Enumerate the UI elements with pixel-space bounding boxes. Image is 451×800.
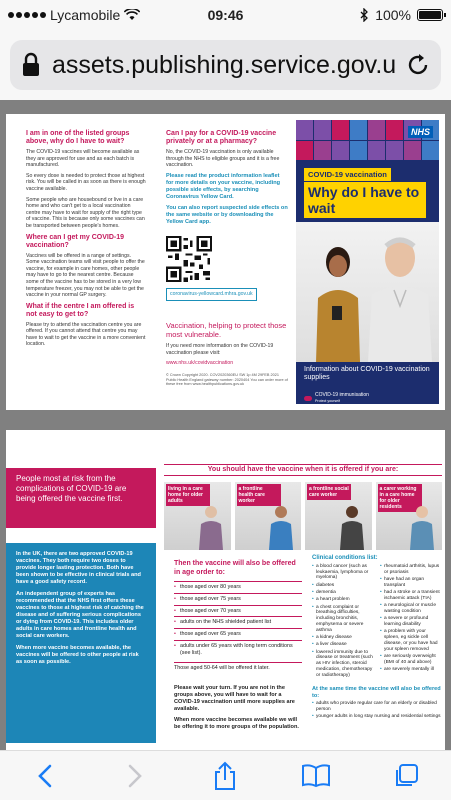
immunisation-logo bbox=[304, 392, 369, 404]
list-item: • had a stroke or a transient ischaemic attack (TIA) bbox=[380, 590, 442, 602]
page2-right-panel bbox=[164, 430, 442, 750]
share-button[interactable] bbox=[208, 759, 242, 793]
immunisation-icon bbox=[304, 396, 312, 401]
list-item: • diabetes bbox=[312, 583, 374, 589]
url-text[interactable]: assets.publishing.service.gov.u bbox=[52, 50, 397, 79]
lock-icon bbox=[20, 52, 42, 78]
list-item: • have had an organ transplant bbox=[380, 577, 442, 589]
clinical-columns bbox=[312, 564, 442, 680]
document-viewer[interactable] bbox=[0, 100, 451, 750]
book-icon bbox=[301, 764, 331, 788]
battery-percent: 100% bbox=[375, 7, 411, 23]
nhs-logo: NHS bbox=[408, 126, 433, 138]
list-item: • a problem with your spleen, eg sickle cell disease, or you have had your spleen removed bbox=[380, 629, 442, 652]
list-item: • a kidney disease bbox=[312, 635, 374, 641]
bookmarks-button[interactable] bbox=[299, 759, 333, 793]
age-order-section bbox=[174, 560, 302, 731]
cover-subtitle: COVID-19 vaccination bbox=[304, 168, 391, 181]
list-item: • a severe or profound learning disability bbox=[380, 616, 442, 628]
list-item: • are severely mentally ill bbox=[380, 667, 442, 673]
page1-column-1 bbox=[26, 126, 146, 352]
list-item: • a blood cancer (such as leukaemia, lymphoma or myeloma) bbox=[312, 564, 374, 581]
list-item: • a heart problem bbox=[312, 597, 374, 603]
man-figure bbox=[364, 230, 434, 362]
chevron-right-icon bbox=[128, 764, 142, 788]
clinical-conditions bbox=[312, 556, 442, 722]
paragraph: Vaccines will be offered in a range of settings. Some vaccination teams will visit people to offer the vaccine, for example in care homes, other people may have to go to the nearest centre. Because some of the vaccine has to be stored in a very low temperature freezer, you may not be able to get the vaccine in your normal GP surgery. bbox=[26, 252, 145, 299]
list-item: • adults who provide regular care for an elderly or disabled person bbox=[312, 701, 442, 713]
page2-left-panel bbox=[6, 430, 156, 750]
cover-info: Information about COVID-19 vaccination supplies bbox=[304, 366, 430, 381]
cover-title: Why do I have to wait bbox=[304, 182, 426, 218]
leaflet-page-2 bbox=[6, 430, 445, 750]
paragraph: In the UK, there are two approved COVID-19 vaccines. They both require two doses to provide longer lasting protection. Both have been shown to be effective in clinical trials and have a good safety record. bbox=[16, 551, 141, 585]
protect-tagline: Vaccination, helping to protect those most vulnerable. bbox=[166, 320, 287, 339]
copyright: © Crown Copyright 2020. COV2020360EU SW 1p 4M 29FEB 2021 Public Health England gateway number: 2020404 You can order more of these free from www.healthpublications.gov.uk bbox=[166, 372, 288, 387]
tile-label: a frontline social care worker bbox=[307, 484, 351, 500]
list-item: • those aged over 75 years bbox=[174, 593, 302, 605]
clinical-list-left bbox=[312, 564, 374, 680]
qr-code bbox=[166, 236, 212, 282]
list-item: • are seriously overweight (BMI of 40 and above) bbox=[380, 654, 442, 666]
bluetooth-icon bbox=[360, 8, 369, 22]
more-supply: When more vaccine becomes available we will be offering it to more groups of the population. bbox=[174, 717, 299, 731]
tile-label: a carer working in a care home for older residents bbox=[378, 484, 422, 512]
battery-fill bbox=[419, 11, 441, 19]
carer-figure bbox=[408, 502, 436, 550]
paragraph: No, the COVID-19 vaccination is only available through the NHS to eligible groups and it is a free vaccination. bbox=[166, 149, 280, 169]
list-item: • a liver disease bbox=[312, 642, 374, 648]
tile-label: a frontline health care worker bbox=[237, 484, 281, 506]
same-time-heading: At the same time the vaccine will also be offered to: bbox=[312, 686, 441, 699]
paragraph: When more vaccine becomes available, the vaccines will be offered to other people at risk as soon as possible. bbox=[16, 645, 139, 665]
paragraph: Please try to attend the vaccination centre you are offered. If you cannot attend that centre you may have to wait to get the vaccine in a more convenient location. bbox=[26, 321, 146, 348]
browser-toolbar bbox=[0, 750, 451, 800]
tile-social-care bbox=[305, 482, 372, 550]
reload-icon[interactable] bbox=[405, 52, 431, 78]
forward-button[interactable] bbox=[118, 759, 152, 793]
eligibility-tiles bbox=[164, 482, 442, 550]
page1-column-2 bbox=[166, 126, 288, 391]
paragraph: Some people who are housebound or live in a care home and who can't get to a local vaccination centre may have to wait for supply of the right type of vaccine. This is because only some vaccines can be transported between people's homes. bbox=[26, 196, 145, 229]
vaccine-info-box bbox=[6, 543, 156, 743]
tile-health-care bbox=[235, 482, 302, 550]
paragraph: So every dose is needed to protect those at highest risk. You will be called in as soon as there is enough vaccine available. bbox=[26, 172, 146, 192]
list-item: • lowered immunity due to disease or treatment (such as HIV infection, steroid medication, chemotherapy or radiotherapy) bbox=[312, 650, 374, 679]
age-order-heading: Then the vaccine will also be offered in age order to: bbox=[174, 560, 296, 576]
list-item: • adults on the NHS shielded patient list bbox=[174, 616, 302, 628]
status-right bbox=[360, 7, 443, 23]
heading-pay: Can I pay for a COVID-19 vaccine privately or at a pharmacy? bbox=[166, 130, 277, 145]
list-item: • a neurological or muscle wasting condition bbox=[380, 603, 442, 615]
tabs-icon bbox=[393, 763, 419, 789]
chevron-left-icon bbox=[38, 764, 52, 788]
immunisation-text: COVID-19 immunisation bbox=[315, 392, 369, 398]
at-risk-callout: People most at risk from the complications of COVID-19 are being offered the vaccine first. bbox=[6, 468, 156, 528]
clock: 09:46 bbox=[207, 7, 244, 23]
nurse-figure bbox=[267, 502, 295, 550]
yellow-card-link[interactable]: coronavirus-yellowcard.mhra.gov.uk bbox=[166, 288, 257, 301]
carrier-name: Lycamobile bbox=[50, 7, 121, 23]
paragraph-report: You can also report suspected side effects on the same website or by downloading the Yellow Card app. bbox=[166, 204, 288, 225]
paragraph: The COVID-19 vaccines will become available as they are approved for use and as each batch is manufactured. bbox=[26, 149, 140, 169]
clinical-heading: Clinical conditions list: bbox=[312, 555, 378, 561]
clinical-list-right bbox=[380, 564, 442, 680]
elderly-person-figure bbox=[197, 502, 225, 550]
list-item: • adults under 65 years with long term conditions (see list). bbox=[174, 640, 302, 659]
eligibility-banner: You should have the vaccine when it is offered if you are: bbox=[164, 464, 442, 476]
list-item: • rheumatoid arthritis, lupus or psoriasis bbox=[380, 564, 442, 576]
leaflet-cover bbox=[296, 120, 439, 404]
share-icon bbox=[213, 761, 237, 791]
also-offered-list bbox=[312, 701, 442, 720]
address-bar[interactable] bbox=[10, 40, 441, 90]
list-item: • younger adults in long stay nursing and residential settings bbox=[312, 714, 442, 720]
list-item: • those aged over 65 years bbox=[174, 628, 302, 640]
status-bar bbox=[0, 0, 451, 30]
tile-label: living in a care home for older adults bbox=[166, 484, 210, 506]
social-worker-figure bbox=[338, 502, 366, 550]
heading-why-wait: I am in one of the listed groups above, why do I have to wait? bbox=[26, 130, 130, 145]
tile-carer bbox=[376, 482, 443, 550]
leaflet-page-1 bbox=[6, 114, 445, 410]
woman-figure bbox=[310, 242, 366, 362]
immunisation-sub: Protect yourself bbox=[315, 399, 340, 403]
cover-photo bbox=[296, 222, 439, 362]
list-item: • dementia bbox=[312, 590, 374, 596]
list-item: • a chest complaint or breathing difficulties, including bronchitis, emphysema or severe asthma bbox=[312, 605, 374, 634]
back-button[interactable] bbox=[28, 759, 62, 793]
heading-centre: What if the centre I am offered is not easy to get to? bbox=[26, 302, 135, 318]
battery-icon bbox=[417, 9, 443, 21]
tile-care-home bbox=[164, 482, 231, 550]
tabs-button[interactable] bbox=[389, 759, 423, 793]
heading-where: Where can I get my COVID-19 vaccination? bbox=[26, 233, 125, 249]
list-item: • those aged over 80 years bbox=[174, 581, 302, 593]
paragraph: An independent group of experts has recommended that the NHS first offers these vaccines to those at highest risk of catching the disease and of suffering serious complications or dying from COVID-19. This includes older adults in care homes and frontline health and social care workers. bbox=[16, 591, 144, 639]
nhs-link[interactable]: www.nhs.uk/covidvaccination bbox=[166, 360, 234, 367]
paragraph-product-info: Please read the product information leaflet for more details on your vaccine, including possible side effects, by searching Coronavirus Yellow Card. bbox=[166, 172, 281, 200]
age-note: Those aged 50-64 will be offered it later. bbox=[174, 662, 302, 672]
list-item: • those aged over 70 years bbox=[174, 605, 302, 617]
more-info: If you need more information on the COVID-19 vaccination please visit: bbox=[166, 342, 274, 356]
please-wait: Please wait your turn. If you are not in the groups above, you will have to wait for a COVID-19 vaccination until more supplies are available. bbox=[174, 685, 295, 713]
